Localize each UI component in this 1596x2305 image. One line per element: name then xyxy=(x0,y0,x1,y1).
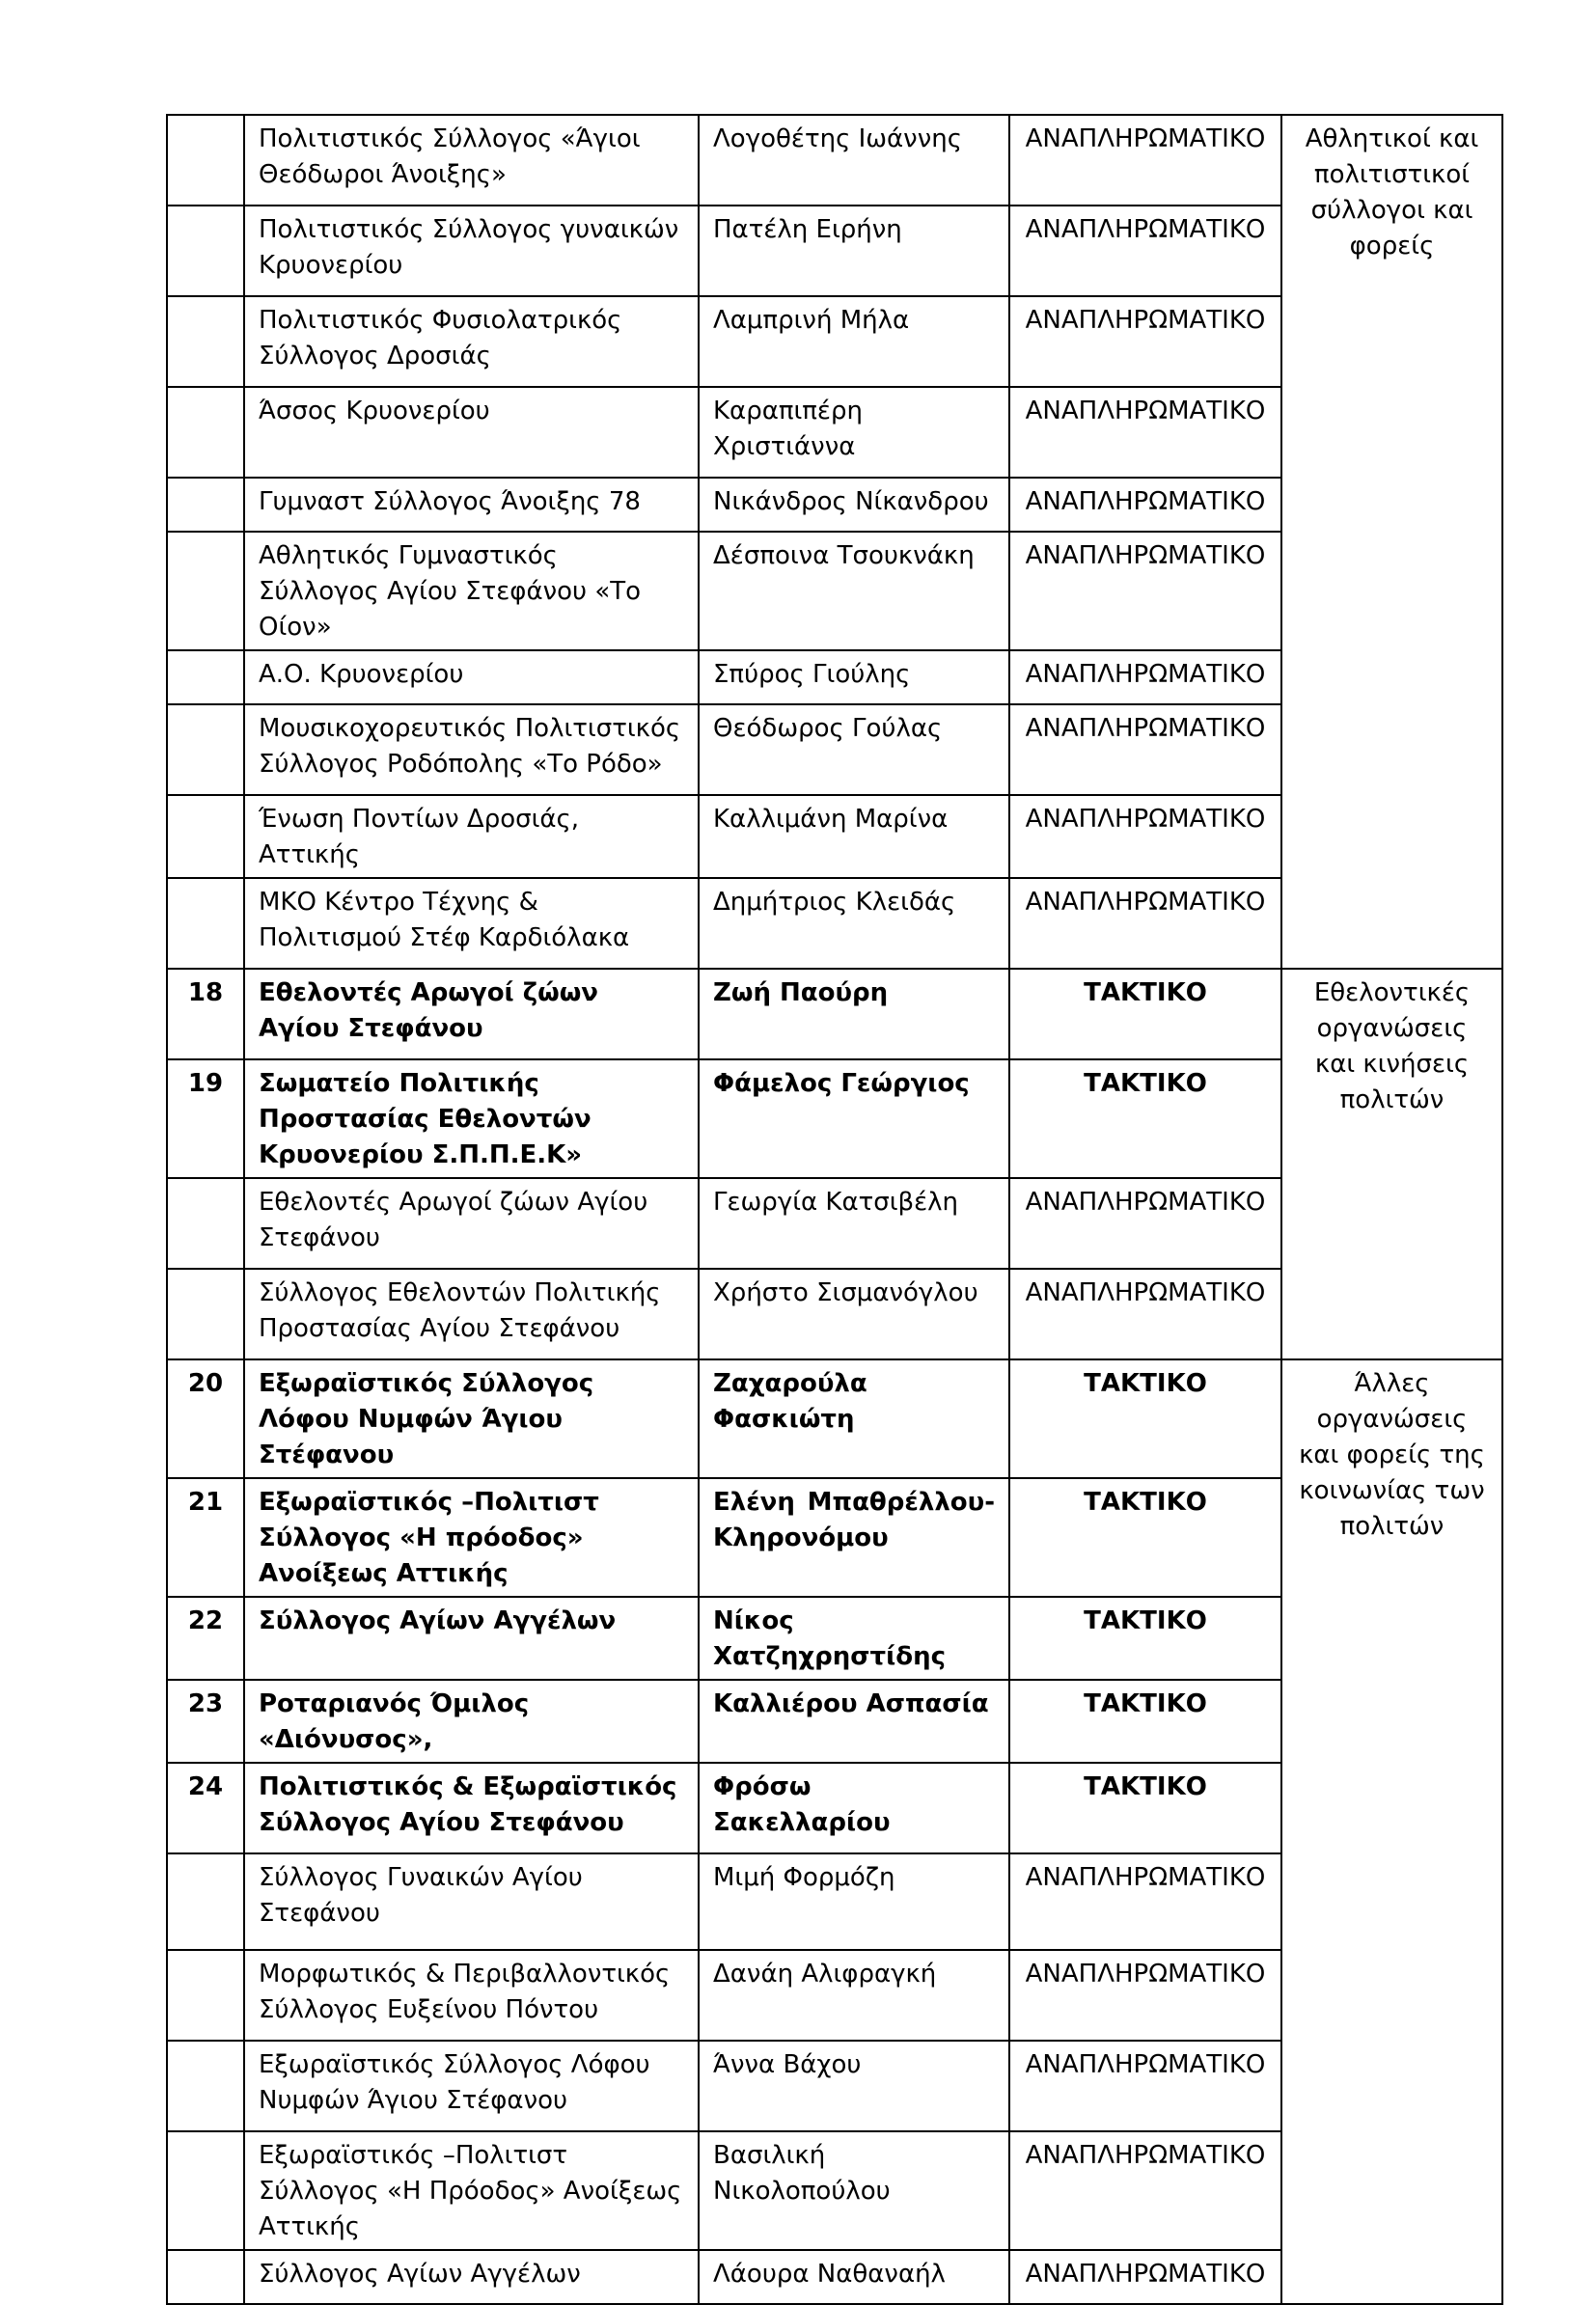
members-table xyxy=(166,114,1503,2305)
member-type: ΑΝΑΠΛΗΡΩΜΑΤΙΚΟ xyxy=(1009,878,1281,969)
row-number xyxy=(167,206,244,296)
row-number xyxy=(167,650,244,704)
member-name: Λαμπρινή Μήλα xyxy=(699,296,1009,387)
member-name: Άννα Βάχου xyxy=(699,2041,1009,2131)
member-type: ΤΑΚΤΙΚΟ xyxy=(1009,1597,1281,1680)
member-type: ΑΝΑΠΛΗΡΩΜΑΤΙΚΟ xyxy=(1009,296,1281,387)
organization-name: Πολιτιστικός Σύλλογος «Άγιοι Θεόδωροι Άνοιξης» xyxy=(244,115,699,206)
member-name: Δημήτριος Κλειδάς xyxy=(699,878,1009,969)
row-number xyxy=(167,2041,244,2131)
row-number: 23 xyxy=(167,1680,244,1763)
row-number xyxy=(167,878,244,969)
member-type: ΑΝΑΠΛΗΡΩΜΑΤΙΚΟ xyxy=(1009,650,1281,704)
member-name: Βασιλική Νικολοπούλου xyxy=(699,2131,1009,2250)
organization-name: Άσσος Κρυονερίου xyxy=(244,387,699,478)
row-number xyxy=(167,795,244,878)
organization-name: Πολιτιστικός Φυσιολατρικός Σύλλογος Δροσιάς xyxy=(244,296,699,387)
member-type: ΑΝΑΠΛΗΡΩΜΑΤΙΚΟ xyxy=(1009,2041,1281,2131)
member-name: Καλλιμάνη Μαρίνα xyxy=(699,795,1009,878)
member-type: ΑΝΑΠΛΗΡΩΜΑΤΙΚΟ xyxy=(1009,478,1281,532)
member-name: Χρήστο Σισμανόγλου xyxy=(699,1269,1009,1359)
organization-name: Εθελοντές Αρωγοί ζώων Αγίου Στεφάνου xyxy=(244,1178,699,1269)
member-name: Μιμή Φορμόζη xyxy=(699,1853,1009,1950)
organization-name: Μορφωτικός & Περιβαλλοντικός Σύλλογος Ευξείνου Πόντου xyxy=(244,1950,699,2041)
organization-name: Εξωραϊστικός Σύλλογος Λόφου Νυμφών Άγιου Στέφανου xyxy=(244,1359,699,1478)
member-type: ΤΑΚΤΙΚΟ xyxy=(1009,1359,1281,1478)
category-cell: Άλλες οργανώσεις και φορείς της κοινωνίας των πολιτών xyxy=(1281,1359,1502,2304)
category-cell: Αθλητικοί και πολιτιστικοί σύλλογοι και φορείς xyxy=(1281,115,1502,969)
row-number: 20 xyxy=(167,1359,244,1478)
row-number xyxy=(167,1269,244,1359)
organization-name: Εξωραϊστικός –Πολιτιστ Σύλλογος «Η πρόοδος» Ανοίξεως Αττικής xyxy=(244,1478,699,1597)
row-number: 22 xyxy=(167,1597,244,1680)
organization-name: Πολιτιστικός Σύλλογος γυναικών Κρυονερίου xyxy=(244,206,699,296)
member-type: ΤΑΚΤΙΚΟ xyxy=(1009,1478,1281,1597)
member-name: Ελένη Μπαθρέλλου-Κληρονόμου xyxy=(699,1478,1009,1597)
member-type: ΑΝΑΠΛΗΡΩΜΑΤΙΚΟ xyxy=(1009,1269,1281,1359)
row-number xyxy=(167,532,244,650)
row-number xyxy=(167,2131,244,2250)
member-type: ΑΝΑΠΛΗΡΩΜΑΤΙΚΟ xyxy=(1009,1178,1281,1269)
member-type: ΑΝΑΠΛΗΡΩΜΑΤΙΚΟ xyxy=(1009,206,1281,296)
member-type: ΑΝΑΠΛΗΡΩΜΑΤΙΚΟ xyxy=(1009,387,1281,478)
member-type: ΑΝΑΠΛΗΡΩΜΑΤΙΚΟ xyxy=(1009,1950,1281,2041)
organization-name: Μουσικοχορευτικός Πολιτιστικός Σύλλογος Ροδόπολης «Το Ρόδο» xyxy=(244,704,699,795)
row-number xyxy=(167,296,244,387)
member-name: Δέσποινα Τσουκνάκη xyxy=(699,532,1009,650)
member-name: Καραπιπέρη Χριστιάννα xyxy=(699,387,1009,478)
row-number xyxy=(167,1950,244,2041)
row-number: 18 xyxy=(167,969,244,1059)
member-name: Γεωργία Κατσιβέλη xyxy=(699,1178,1009,1269)
row-number xyxy=(167,1178,244,1269)
row-number xyxy=(167,1853,244,1950)
member-type: ΑΝΑΠΛΗΡΩΜΑΤΙΚΟ xyxy=(1009,532,1281,650)
member-type: ΤΑΚΤΙΚΟ xyxy=(1009,1763,1281,1853)
organization-name: Σύλλογος Αγίων Αγγέλων xyxy=(244,1597,699,1680)
row-number xyxy=(167,2250,244,2304)
organization-name: Ροταριανός Όμιλος «Διόνυσος», xyxy=(244,1680,699,1763)
member-name: Φάμελος Γεώργιος xyxy=(699,1059,1009,1178)
organization-name: Πολιτιστικός & Εξωραϊστικός Σύλλογος Αγίου Στεφάνου xyxy=(244,1763,699,1853)
member-type: ΑΝΑΠΛΗΡΩΜΑΤΙΚΟ xyxy=(1009,795,1281,878)
member-type: ΑΝΑΠΛΗΡΩΜΑΤΙΚΟ xyxy=(1009,2250,1281,2304)
member-name: Καλλιέρου Ασπασία xyxy=(699,1680,1009,1763)
member-name: Ζωή Παούρη xyxy=(699,969,1009,1059)
organization-name: Σύλλογος Αγίων Αγγέλων xyxy=(244,2250,699,2304)
member-name: Λάουρα Ναθαναήλ xyxy=(699,2250,1009,2304)
member-type: ΤΑΚΤΙΚΟ xyxy=(1009,1680,1281,1763)
member-name: Ζαχαρούλα Φασκιώτη xyxy=(699,1359,1009,1478)
member-type: ΤΑΚΤΙΚΟ xyxy=(1009,1059,1281,1178)
member-name: Νίκος Χατζηχρηστίδης xyxy=(699,1597,1009,1680)
organization-name: Εθελοντές Αρωγοί ζώων Αγίου Στεφάνου xyxy=(244,969,699,1059)
table-row xyxy=(167,115,1502,206)
member-type: ΑΝΑΠΛΗΡΩΜΑΤΙΚΟ xyxy=(1009,704,1281,795)
member-type: ΑΝΑΠΛΗΡΩΜΑΤΙΚΟ xyxy=(1009,1853,1281,1950)
member-type: ΑΝΑΠΛΗΡΩΜΑΤΙΚΟ xyxy=(1009,2131,1281,2250)
row-number: 21 xyxy=(167,1478,244,1597)
member-name: Δανάη Αλιφραγκή xyxy=(699,1950,1009,2041)
table-row xyxy=(167,1359,1502,1478)
row-number: 24 xyxy=(167,1763,244,1853)
organization-name: ΜΚΟ Κέντρο Τέχνης & Πολιτισμού Στέφ Καρδιόλακα xyxy=(244,878,699,969)
organization-name: Εξωραϊστικός –Πολιτιστ Σύλλογος «Η Πρόοδος» Ανοίξεως Αττικής xyxy=(244,2131,699,2250)
member-name: Φρόσω Σακελλαρίου xyxy=(699,1763,1009,1853)
member-name: Σπύρος Γιούλης xyxy=(699,650,1009,704)
member-name: Νικάνδρος Νίκανδρου xyxy=(699,478,1009,532)
organization-name: Σωματείο Πολιτικής Προστασίας Εθελοντών Κρυονερίου Σ.Π.Π.Ε.Κ» xyxy=(244,1059,699,1178)
row-number xyxy=(167,704,244,795)
organization-name: Σύλλογος Γυναικών Αγίου Στεφάνου xyxy=(244,1853,699,1950)
row-number xyxy=(167,115,244,206)
organization-name: Ένωση Ποντίων Δροσιάς, Αττικής xyxy=(244,795,699,878)
organization-name: Γυμναστ Σύλλογος Άνοιξης 78 xyxy=(244,478,699,532)
category-cell: Εθελοντικές οργανώσεις και κινήσεις πολιτών xyxy=(1281,969,1502,1359)
member-name: Πατέλη Ειρήνη xyxy=(699,206,1009,296)
member-name: Λογοθέτης Ιωάννης xyxy=(699,115,1009,206)
row-number xyxy=(167,387,244,478)
organization-name: Α.Ο. Κρυονερίου xyxy=(244,650,699,704)
member-type: ΤΑΚΤΙΚΟ xyxy=(1009,969,1281,1059)
organization-name: Εξωραϊστικός Σύλλογος Λόφου Νυμφών Άγιου Στέφανου xyxy=(244,2041,699,2131)
row-number xyxy=(167,478,244,532)
row-number: 19 xyxy=(167,1059,244,1178)
member-name: Θεόδωρος Γούλας xyxy=(699,704,1009,795)
organization-name: Αθλητικός Γυμναστικός Σύλλογος Αγίου Στεφάνου «Το Οίον» xyxy=(244,532,699,650)
table-row xyxy=(167,969,1502,1059)
organization-name: Σύλλογος Εθελοντών Πολιτικής Προστασίας Αγίου Στεφάνου xyxy=(244,1269,699,1359)
member-type: ΑΝΑΠΛΗΡΩΜΑΤΙΚΟ xyxy=(1009,115,1281,206)
